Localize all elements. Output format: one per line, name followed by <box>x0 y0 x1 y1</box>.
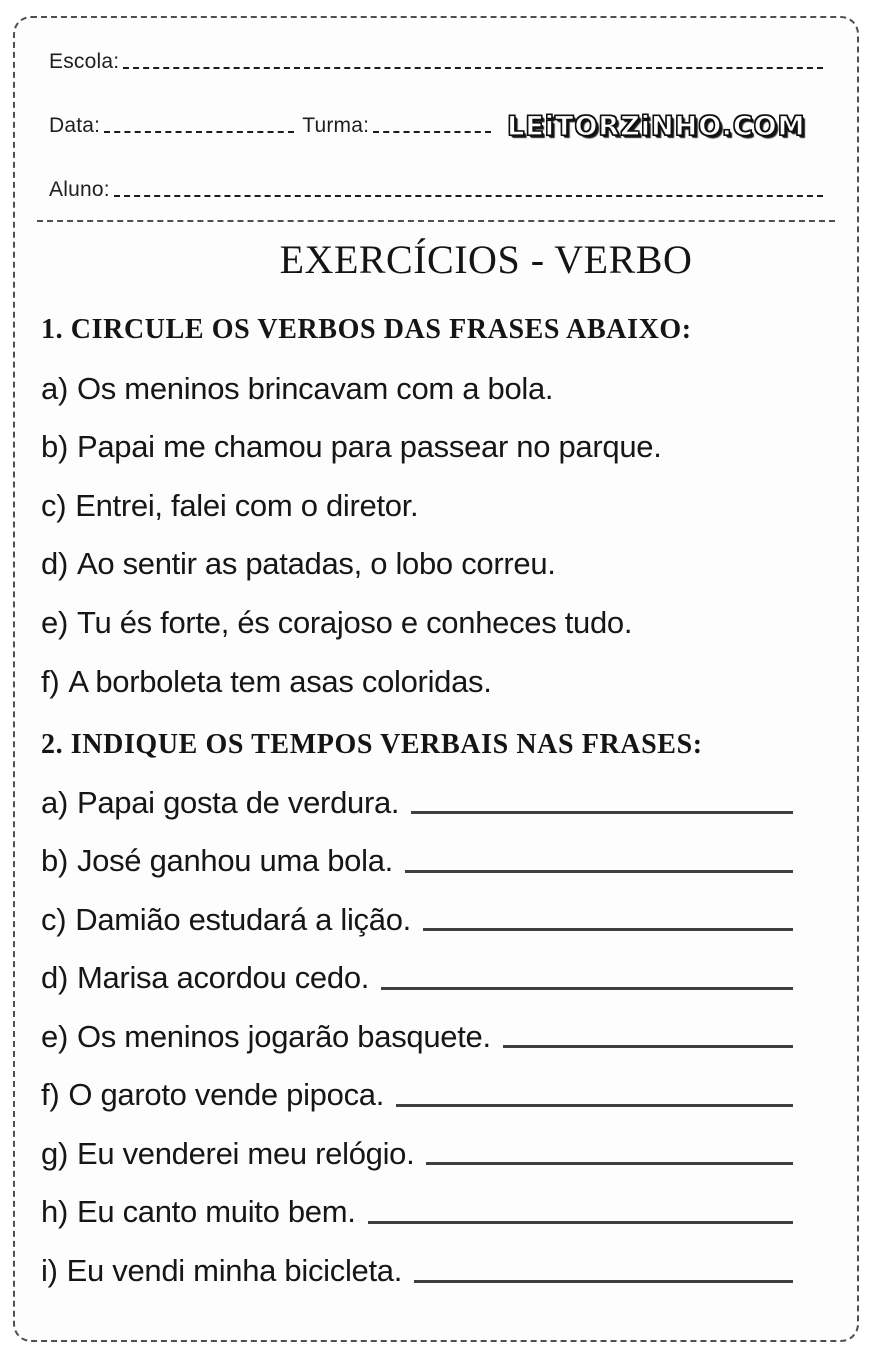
exercise1-item <box>41 604 831 640</box>
exercise1-item <box>41 431 831 464</box>
escola-fill-line <box>123 67 823 69</box>
exercise1-list <box>41 370 831 699</box>
exercise2-item <box>41 1255 793 1288</box>
leitorzinho-logo: LEiTORZiNHO.COM <box>507 111 806 143</box>
data-label: Data: <box>49 114 101 137</box>
item-letter: e) <box>41 1018 68 1054</box>
turma-label: Turma: <box>302 114 370 137</box>
exercise1-item <box>41 548 831 581</box>
item-text: A borboleta tem asas coloridas. <box>68 663 492 699</box>
item-letter: i) <box>41 1253 58 1289</box>
exercise2-heading: 2. INDIQUE OS TEMPOS VERBAIS NAS FRASES: <box>41 729 703 761</box>
answer-blank-line <box>368 1221 793 1224</box>
item-text: Damião estudará a lição. <box>75 901 411 937</box>
data-fill-line <box>104 131 294 133</box>
exercise1-item <box>41 663 831 699</box>
answer-blank-line <box>414 1280 793 1283</box>
answer-blank-line <box>423 928 793 931</box>
exercise1-item <box>41 487 831 523</box>
exercise2-item <box>41 901 793 937</box>
answer-blank-line <box>503 1045 793 1048</box>
item-letter: b) <box>41 843 68 879</box>
header-separator-line <box>37 220 835 222</box>
item-text: O garoto vende pipoca. <box>68 1077 385 1113</box>
item-text: Papai gosta de verdura. <box>76 784 400 820</box>
turma-fill-line <box>373 131 491 133</box>
exercise2-item <box>41 845 793 878</box>
exercise2-item <box>41 962 793 995</box>
worksheet-header <box>35 50 837 201</box>
exercise2-item <box>41 784 793 820</box>
exercise2-item <box>41 1196 793 1229</box>
page-title: EXERCÍCIOS - VERBO <box>279 237 693 283</box>
item-text: Entrei, falei com o diretor. <box>75 487 419 523</box>
item-letter: a) <box>41 370 68 406</box>
exercise1-heading: 1. CIRCULE OS VERBOS DAS FRASES ABAIXO: <box>41 314 692 346</box>
item-text: Os meninos brincavam com a bola. <box>76 370 554 406</box>
item-text: Eu canto muito bem. <box>76 1194 356 1230</box>
worksheet-page <box>13 16 859 1342</box>
answer-blank-line <box>405 870 793 873</box>
item-letter: c) <box>41 901 67 937</box>
item-letter: d) <box>41 546 68 582</box>
item-text: Eu vendi minha bicicleta. <box>66 1253 403 1289</box>
item-letter: a) <box>41 784 68 820</box>
answer-blank-line <box>426 1162 793 1165</box>
data-turma-field-row <box>35 110 837 143</box>
item-letter: h) <box>41 1194 68 1230</box>
item-text: José ganhou uma bola. <box>76 843 393 879</box>
aluno-label: Aluno: <box>49 178 110 202</box>
item-letter: b) <box>41 429 68 465</box>
exercise2-item <box>41 1135 793 1171</box>
aluno-field-row <box>35 178 837 201</box>
exercise2-list <box>41 784 831 1289</box>
item-letter: g) <box>41 1135 68 1171</box>
item-text: Eu venderei meu relógio. <box>76 1135 415 1171</box>
exercise1-item <box>41 370 831 406</box>
item-text: Os meninos jogarão basquete. <box>76 1018 491 1054</box>
item-letter: f) <box>41 1077 60 1113</box>
item-letter: f) <box>41 663 60 699</box>
escola-field-row <box>35 50 837 73</box>
worksheet-body <box>35 237 837 1287</box>
answer-blank-line <box>411 811 793 814</box>
answer-blank-line <box>381 987 793 990</box>
item-letter: e) <box>41 604 68 640</box>
exercise2-item <box>41 1018 793 1054</box>
escola-label: Escola: <box>49 50 120 73</box>
item-text: Ao sentir as patadas, o lobo correu. <box>76 546 556 582</box>
answer-blank-line <box>396 1104 793 1107</box>
item-text: Marisa acordou cedo. <box>76 960 370 996</box>
item-letter: c) <box>41 487 67 523</box>
item-letter: d) <box>41 960 68 996</box>
exercise2-item <box>41 1079 793 1112</box>
item-text: Papai me chamou para passear no parque. <box>76 429 662 465</box>
item-text: Tu és forte, és corajoso e conheces tudo. <box>76 604 633 640</box>
aluno-fill-line <box>114 195 823 197</box>
